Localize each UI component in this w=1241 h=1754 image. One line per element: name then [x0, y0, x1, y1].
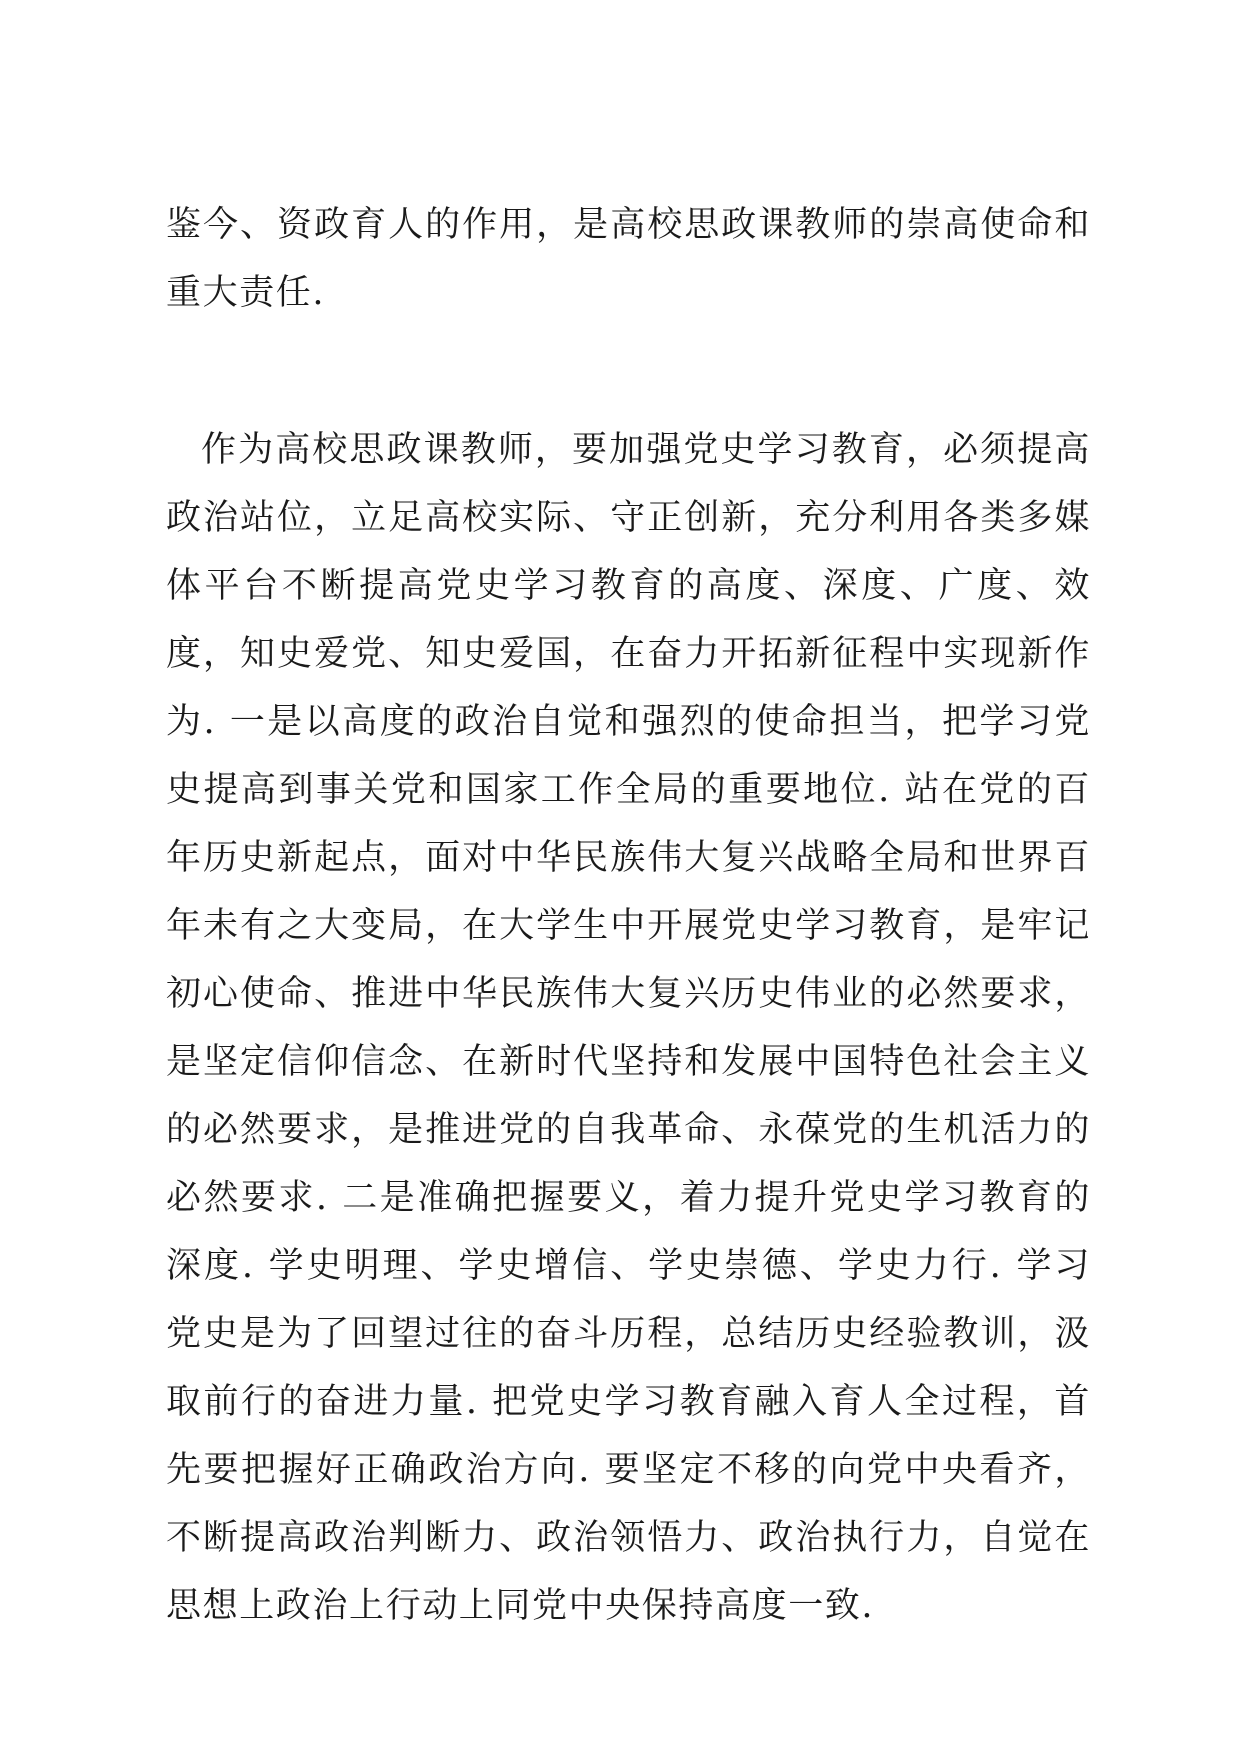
- paragraph-main: 作为高校思政课教师，要加强党史学习教育，必须提高政治站位，立足高校实际、守正创新，充分利用各类多媒体平台不断提高党史学习教育的高度、深度、广度、效度，知史爱党、知史爱国，在奋力开拓新征程中实现新作为. 一是以高度的政治自觉和强烈的使命担当，把学习党史提高到事关党和国家工作全局的重要地位. 站在党的百年历史新起点，面对中华民族伟大复兴战略全局和世界百年未有之大变局，在大学生中开展党史学习教育，是牢记初心使命、推进中华民族伟大复兴历史伟业的必然要求，是坚定信仰信念、在新时代坚持和发展中国特色社会主义的必然要求，是推进党的自我革命、永葆党的生机活力的必然要求. 二是准确把握要义，着力提升党史学习教育的深度. 学史明理、学史增信、学史崇德、学史力行. 学习党史是为了回望过往的奋斗历程，总结历史经验教训，汲取前行的奋进力量. 把党史学习教育融入育人全过程，首先要把握好正确政治方向. 要坚定不移的向党中央看齐，不断提高政治判断力、政治领悟力、政治执行力，自觉在思想上政治上行动上同党中央保持高度一致.: [166, 430, 1091, 1626]
- paragraph-continuation: 鉴今、资政育人的作用，是高校思政课教师的崇高使命和重大责任.: [166, 205, 1091, 313]
